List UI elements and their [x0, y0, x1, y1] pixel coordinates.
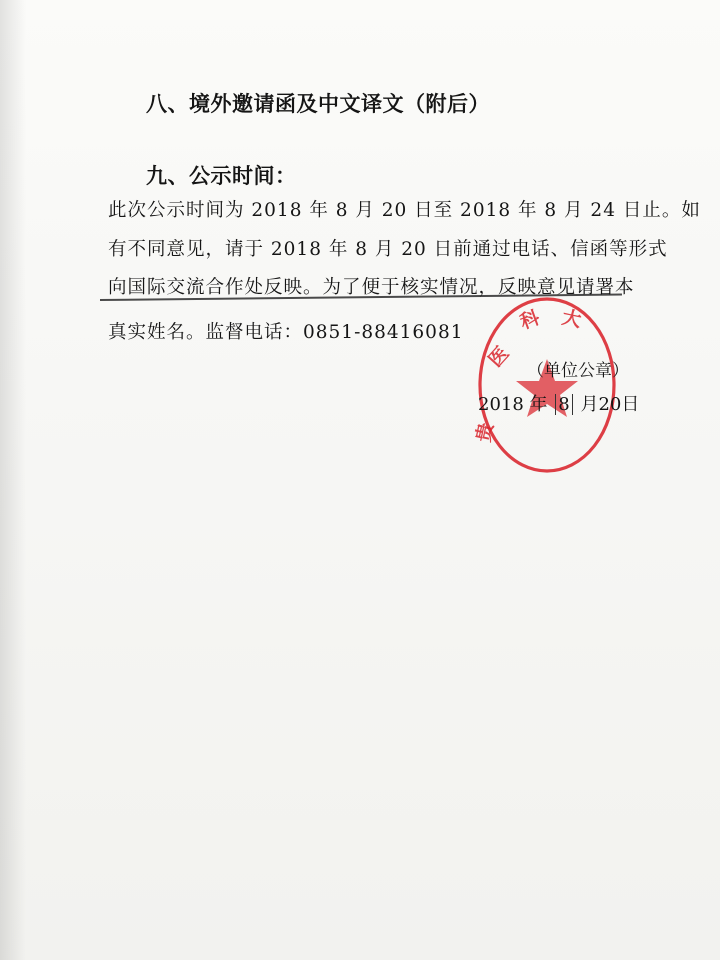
section-9-heading: 九、公示时间：	[146, 164, 297, 188]
body-line-1: 此次公示时间为 2018 年 8 月 20 日至 2018 年 8 月 24 日止。如	[108, 200, 701, 221]
seal-char-1: 贵	[472, 420, 498, 445]
seal-char-3: 科	[517, 306, 543, 334]
seal-char-2: 医	[484, 342, 514, 372]
date-year: 2018	[478, 394, 524, 415]
signature-date	[478, 390, 639, 416]
official-seal-stamp	[472, 293, 622, 477]
body-line-2: 有不同意见，请于 2018 年 8 月 20 日前通过电话、信函等形式	[108, 239, 668, 260]
date-year-unit: 年	[529, 394, 548, 415]
stamp-label: （单位公章）	[527, 361, 629, 381]
date-day: 20	[598, 394, 622, 415]
date-month: 8	[555, 394, 572, 415]
section-8-heading: 八、境外邀请函及中文译文（附后）	[146, 92, 490, 116]
date-day-unit: 日	[621, 394, 640, 415]
seal-char-4: 大	[559, 306, 584, 332]
date-month-unit: 月	[580, 394, 599, 415]
body-line-4: 真实姓名。监督电话：0851-88416081	[108, 322, 464, 343]
body-line-3: 向国际交流合作处反映。为了便于核实情况，反映意见请署本	[108, 277, 635, 298]
